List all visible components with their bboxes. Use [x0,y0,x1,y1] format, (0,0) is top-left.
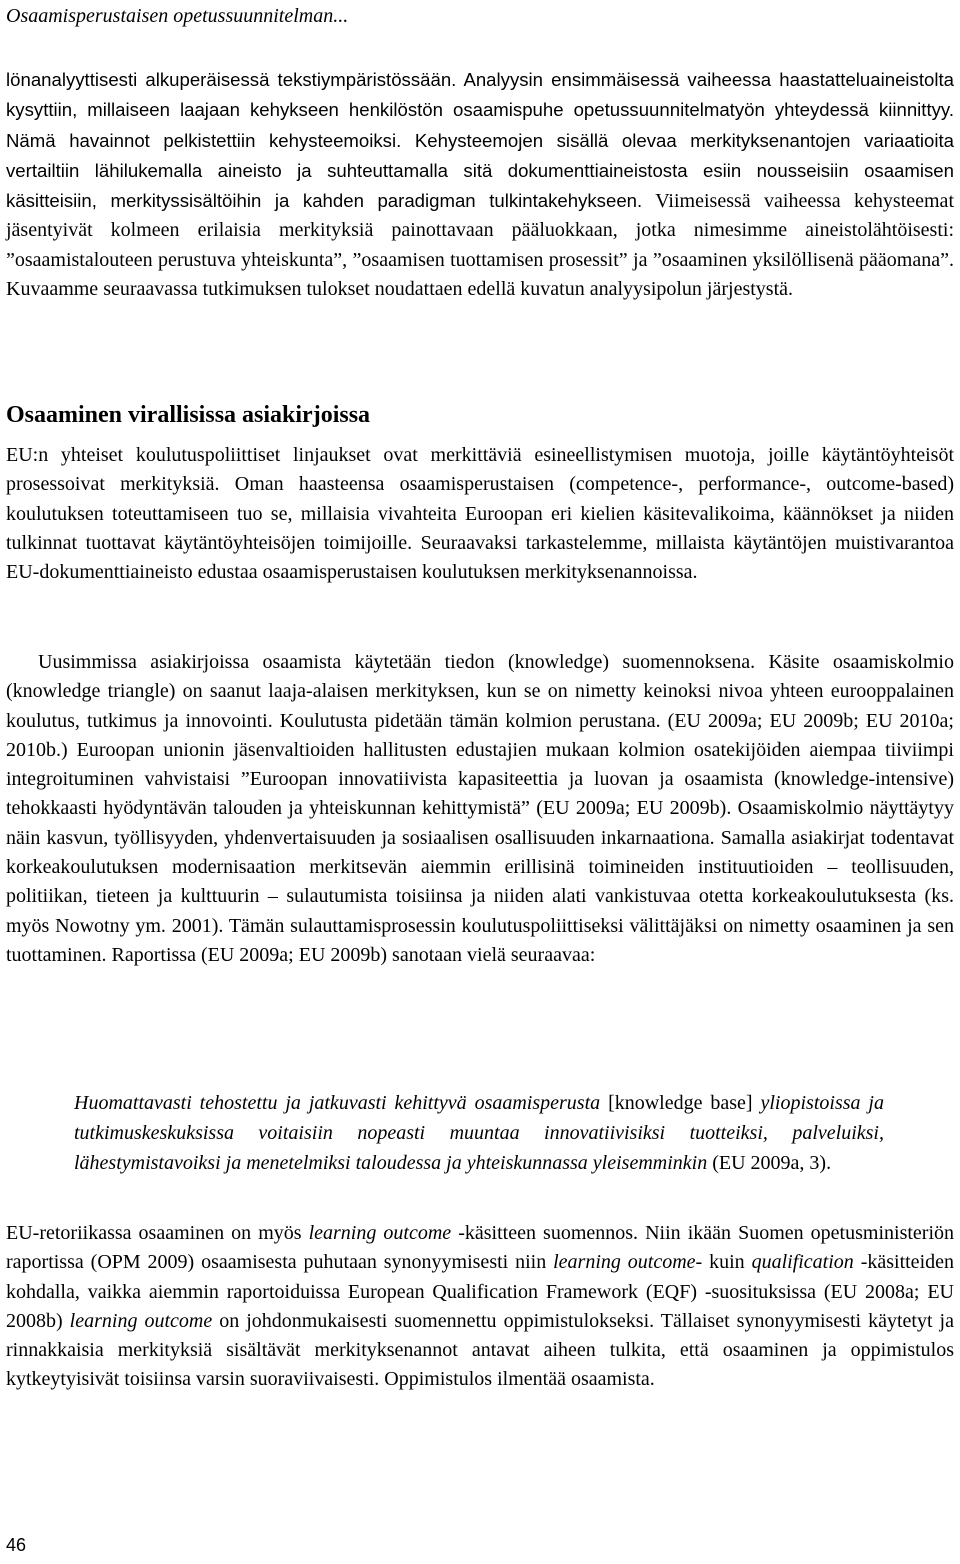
page-number: 46 [6,1535,27,1555]
p3-text-1: EU-retoriikassa osaaminen on myös [6,1222,309,1244]
p3-term-3: qualification [751,1251,854,1274]
section-heading: Osaaminen virallisissa asiakirjoissa [6,402,371,428]
p3-text-2: -käsitteen suomennos. Niin ikään Suomen opetusministeriön raportissa (OPM 2009) osaamisesta puhutaan synonyymisesti niin [6,1222,954,1274]
quote-italic-2: yliopistoissa ja tutkimuskeskuksissa voitaisiin nopeasti muuntaa innovatiivisiksi tuotteiksi, palveluiksi, lähestymistavoiksi ja menetelmiksi taloudessa ja yhteiskunnassa yleisemminkin [74,1092,884,1174]
p3-text-4: -käsitteiden kohdalla, vaikka aiemmin raportoiduissa European Qualification Framework (EQF) -suosituksissa (EU 2008a; EU 2008b) [6,1251,954,1332]
body-paragraph-2: Uusimmissa asiakirjoissa osaamista käytetään tiedon (knowledge) suomennoksena. Käsite osaamiskolmio (knowledge triangle) on saanut laaja-alaisen merkityksen, kun se on nimetty keinoksi nivoa yhteen eurooppalainen koulutus, tutkimus ja innovointi. Koulutusta pidetään tämän kolmion perustana. (EU 2009a; EU 2009b; EU 2010a; 2010b.) Euroopan unionin jäsenvaltioiden hallitusten edustajien mukaan kolmion osatekijöiden aiempaa tiiviimpi integroituminen vahvistaisi ”Euroopan innovatiivista kapasiteettia ja luovan ja osaamista (knowledge-intensive) tehokkaasti hyödyntävän talouden ja yhteiskunnan kehittymistä” (EU 2009a; EU 2009b). Osaamiskolmio näyttäytyy näin kasvun, työllisyyden, yhdenvertaisuuden ja sosiaalisen osallisuuden inkarnaationa. Samalla asiakirjat todentavat korkeakoulutuksen modernisaation merkitsevän aiemmin erillisinä toimineiden instituutioiden – teollisuuden, politiikan, tieteen ja kulttuurin – sulautumista toisiinsa ja niiden alati vankistuvaa otetta korkeakoulutuksesta (ks. myös Nowotny ym. 2001). Tämän sulauttamisprosessin koulutuspoliittiseksi välittäjäksi on nimetty osaaminen ja sen tuottaminen. Raportissa (EU 2009a; EU 2009b) sanotaan vielä seuraavaa: [6,651,954,966]
quote-italic-1: Huomattavasti tehostettu ja jatkuvasti kehittyvä osaamisperusta [74,1092,601,1114]
body-paragraph-3 [6,1219,954,1395]
block-quote [74,1088,884,1178]
quote-citation: (EU 2009a, 3). [707,1152,832,1174]
p3-term-4: learning outcome [69,1309,213,1332]
p3-text-5: on johdonmukaisesti suomennettu oppimistulokseksi. Tällaiset synonyymisesti käytetyt ja rinnakkaisia merkityksiä sisältävät merkityksenannot antavat aiheen tulkita, että osaaminen ja oppimistulos kytkeytyisivät toisiinsa varsin suoraviivaisesti. Oppimistulos ilmentää osaamista. [6,1309,954,1391]
intro-paragraph [6,65,954,304]
body-paragraph-1: EU:n yhteiset koulutuspoliittiset linjaukset ovat merkittäviä esineellistymisen muotoja, joille käytäntöyhteisöt prosessoivat merkityksiä. Oman haasteensa osaamisperustaisen (competence-, performance-, outcome-based) koulutuksen toteuttamiseen tuo se, millaisia vivahteita Euroopan eri kielien käsitevalikoima, käännökset ja niiden tulkinnat tuottavat käytäntöyhteisöjen toimijoille. Seuraavaksi tarkastelemme, millaista käytäntöjen muistivarantoa EU-dokumenttiaineisto edustaa osaamisperustaisen koulutuksen merkityksenannoissa. [6,444,954,584]
intro-text-sans: lönanalyyttisesti alkuperäisessä tekstiympäristössään. Analyysin ensimmäisessä vaiheessa haastatteluaineistolta kysyttiin, millaiseen laajaan kehykseen henkilöstön osaamispuhe opetussuunnitelmatyön yhteydessä kiinnittyy. Nämä havainnot pelkistettiin kehysteemoiksi. Kehysteemojen sisällä olevaa merkityksenantojen variaatioita vertailtiin lähilukemalla aineisto ja suhteuttamalla sitä dokumenttiaineistosta esiin nousseisiin osaamisen käsitteisiin, merkityssisältöihin ja kahden paradigman tulkintakehykseen. [6,69,954,212]
p3-term-1: learning outcome [308,1222,452,1244]
p3-term-2: learning outcome- [553,1251,703,1274]
intro-text-serif: Viimeisessä vaiheessa kehysteemat jäsentyivät kolmeen erilaisia merkityksiä painottavaan pääluokkaan, jotka nimesimme aineistolähtöisesti: ”osaamistalouteen perustuva yhteiskunta”, ”osaamisen tuottamisen prosessit” ja ”osaaminen yksilöllisenä pääomana”. Kuvaamme seuraavassa tutkimuksen tulokset noudattaen edellä kuvatun analyysipolun järjestystä. [6,190,954,301]
quote-plain-1: [knowledge base] [600,1092,761,1114]
p3-text-3: kuin [702,1251,752,1274]
running-header: Osaamisperustaisen opetussuunnitelman... [6,5,349,27]
